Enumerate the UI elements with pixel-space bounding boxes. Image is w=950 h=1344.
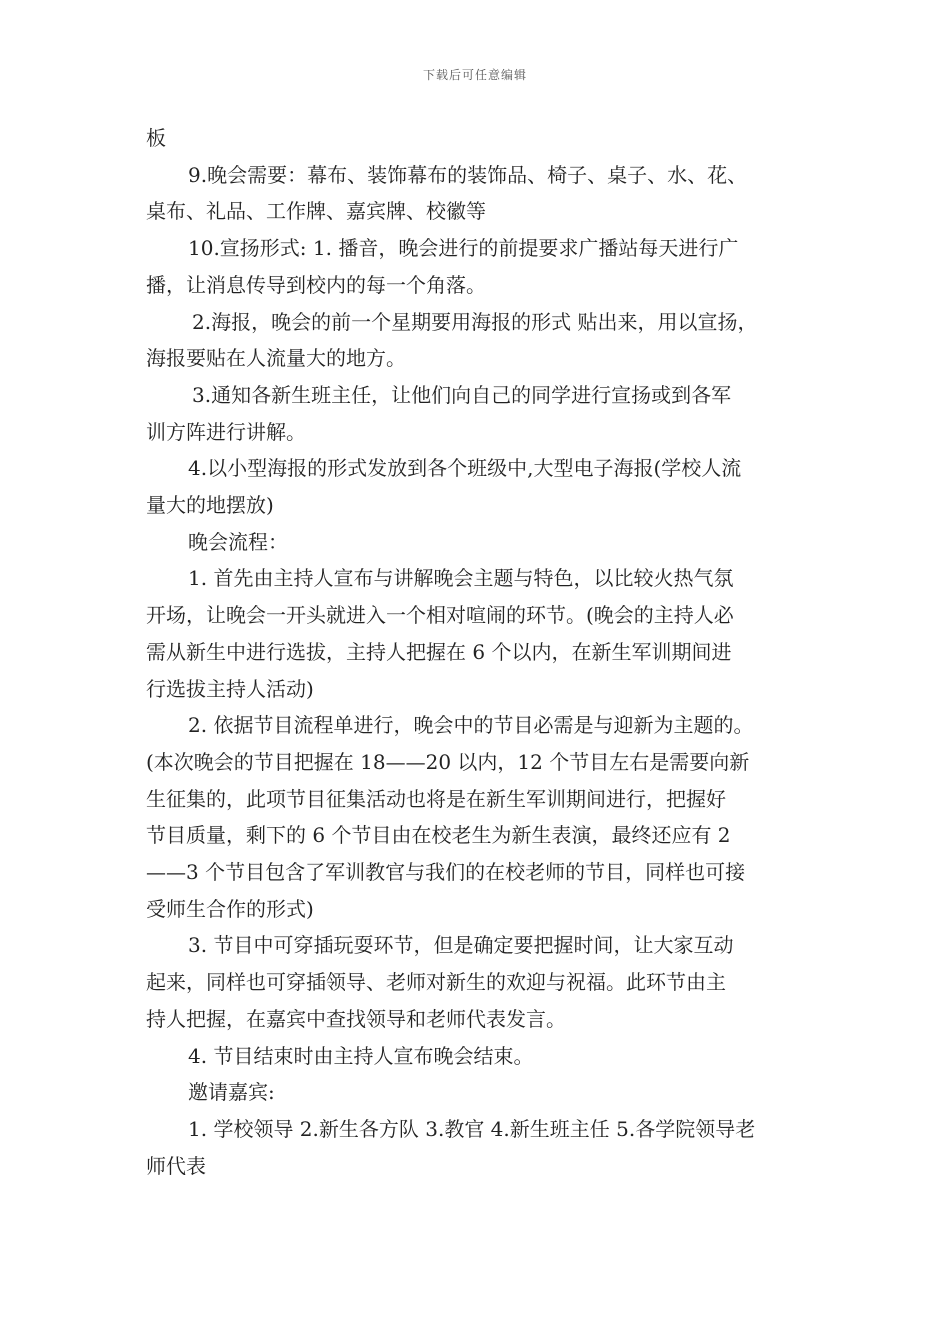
text-line: 持人把握，在嘉宾中查找领导和老师代表发言。 xyxy=(146,1006,566,1031)
text-line: (本次晚会的节目把握在 18——20 以内，12 个节目左右是需要向新 xyxy=(146,749,750,774)
text-line: 2. 依据节目流程单进行，晚会中的节目必需是与迎新为主题的。 xyxy=(188,713,754,738)
text-line: 训方阵进行讲解。 xyxy=(146,419,306,444)
text-line: 起来，同样也可穿插领导、老师对新生的欢迎与祝福。此环节由主 xyxy=(146,970,726,995)
page-header-note: 下载后可任意编辑 xyxy=(422,68,527,82)
text-line: 受师生合作的形式) xyxy=(146,896,314,921)
text-line: 开场，让晚会一开头就进入一个相对喧闹的环节。(晚会的主持人必 xyxy=(146,603,734,628)
text-line: 师代表 xyxy=(146,1153,206,1178)
text-line: 需从新生中进行选拔，主持人把握在 6 个以内，在新生军训期间进 xyxy=(146,639,732,664)
text-line: 1. 学校领导 2.新生各方队 3.教官 4.新生班主任 5.各学院领导老 xyxy=(188,1116,756,1141)
text-line: 4. 节目结束时由主持人宣布晚会结束。 xyxy=(188,1043,534,1068)
text-line: 生征集的，此项节目征集活动也将是在新生军训期间进行，把握好 xyxy=(146,786,726,811)
section-heading: 邀请嘉宾: xyxy=(188,1080,275,1105)
text-line: 桌布、礼品、工作牌、嘉宾牌、校徽等 xyxy=(146,199,486,224)
section-heading: 晚会流程： xyxy=(188,529,288,554)
text-line: 量大的地摆放) xyxy=(146,493,274,518)
text-line: 9.晚会需要：幕布、装饰幕布的装饰品、椅子、桌子、水、花、 xyxy=(188,162,748,187)
text-line: ——3 个节目包含了军训教官与我们的在校老师的节目，同样也可接 xyxy=(146,860,746,885)
text-line: 10.宣扬形式: 1. 播音，晚会进行的前提要求广播站每天进行广 xyxy=(188,236,739,261)
text-line: 4.以小型海报的形式发放到各个班级中,大型电子海报(学校人流 xyxy=(188,456,742,481)
text-line: 播，让消息传导到校内的每一个角落。 xyxy=(146,272,486,297)
text-line: 1. 首先由主持人宣布与讲解晚会主题与特色，以比较火热气氛 xyxy=(188,566,734,591)
text-line: 海报要贴在人流量大的地方。 xyxy=(146,346,406,371)
text-line: 2.海报，晚会的前一个星期要用海报的形式 贴出来，用以宣扬， xyxy=(192,309,758,334)
text-line: 节目质量，剩下的 6 个节目由在校老生为新生表演，最终还应有 2 xyxy=(146,823,731,848)
text-line: 3.通知各新生班主任，让他们向自己的同学进行宣扬或到各军 xyxy=(192,382,732,407)
text-line: 板 xyxy=(146,126,166,150)
text-line: 3. 节目中可穿插玩耍环节，但是确定要把握时间，让大家互动 xyxy=(188,933,734,958)
document-body xyxy=(146,120,816,1184)
text-line: 行选拔主持人活动) xyxy=(146,676,314,701)
